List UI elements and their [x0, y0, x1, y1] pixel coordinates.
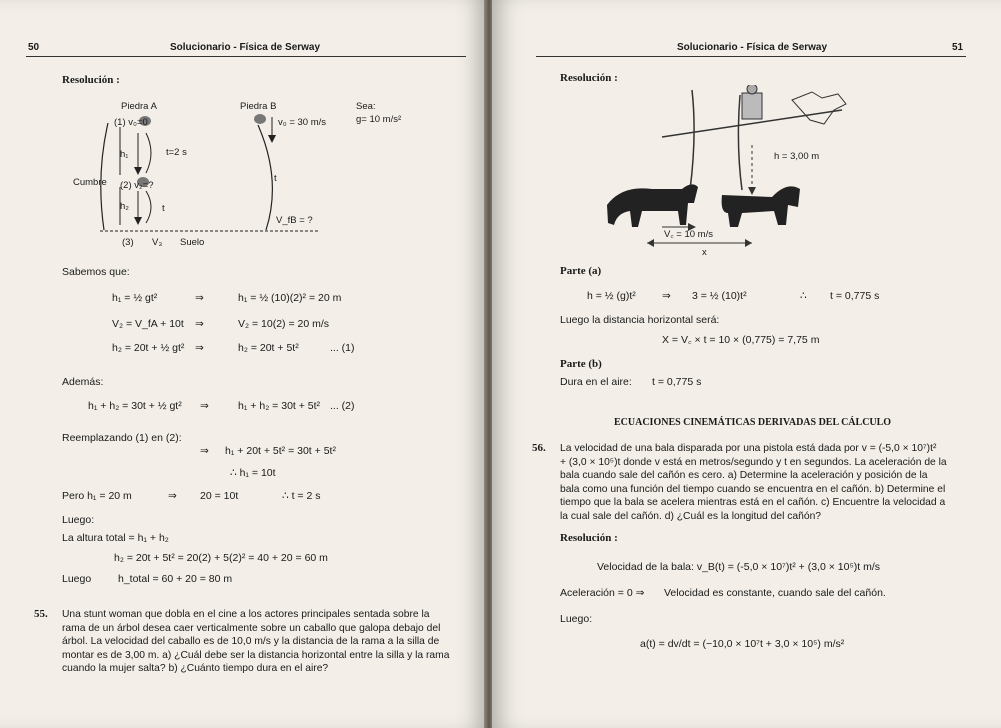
- problem-line: + (3,0 × 10⁵)t donde v está en metros/segundo y t en segundos. La aceleración de la: [560, 456, 947, 468]
- text-ademas: Además:: [62, 376, 104, 388]
- parte-a-heading: Parte (a): [560, 265, 602, 277]
- text-pero: Pero h₁ = 20 m: [62, 490, 132, 502]
- page-number: 50: [28, 42, 40, 53]
- problem-line: Una stunt woman que dobla en el cine a los actores principales sentada sobre la: [62, 609, 430, 620]
- horse-tree-figure: [602, 85, 902, 255]
- problem-56-text: [560, 442, 960, 524]
- label-t-right: t: [274, 173, 277, 184]
- problem-line: bala como una función del tiempo cuando se encuentra en el cañón. b) Determine el: [560, 483, 946, 495]
- label-height: h = 3,00 m: [774, 151, 820, 162]
- text-reemplazando: Reemplazando (1) en (2):: [62, 432, 182, 444]
- eq-v2-value: V₂ = 10(2) = 20 m/s: [238, 318, 330, 330]
- section-title: ECUACIONES CINEMÁTICAS DERIVADAS DEL CÁLCULO: [614, 417, 892, 428]
- dura-value: t = 0,775 s: [652, 376, 702, 388]
- problem-line: montar es de 3,00 m. a) ¿Cuál debe ser la distancia horizontal entre la silla y la rama: [62, 649, 450, 661]
- therefore: ∴: [800, 290, 807, 302]
- label-piedra-b: Piedra B: [240, 101, 277, 112]
- text-velocidad-constante: Velocidad es constante, cuando sale del cañón.: [664, 587, 886, 599]
- label-t: t: [162, 203, 165, 214]
- eq-velocidad: Velocidad de la bala: v_B(t) = (-5,0 × 10⁷)t² + (3,0 × 10⁵)t m/s: [597, 561, 881, 573]
- eq-h2-60m: h₂ = 20t + 5t² = 20(2) + 5(2)² = 40 + 20 = 60 m: [114, 552, 328, 564]
- label-cumbre: Cumbre: [73, 177, 107, 188]
- label-vfb: V_fB = ?: [276, 215, 313, 226]
- eq-h1-formula: h₁ = ½ gt²: [112, 292, 158, 304]
- eq-x-value: X = V꜀ × t = 10 × (0,775) = 7,75 m: [662, 334, 820, 346]
- header-rule: [536, 56, 966, 57]
- label-horse-speed: V꜀ = 10 m/s: [664, 229, 713, 240]
- problem-line: La velocidad de una bala disparada por una pistola está dada por v = (-5,0 × 10⁷)t²: [560, 443, 937, 454]
- label-x: x: [702, 247, 707, 258]
- text-distancia: Luego la distancia horizontal será:: [560, 314, 720, 326]
- problem-number-55: 55.: [34, 608, 48, 620]
- arrow: ⇒: [168, 490, 177, 502]
- arrow: ⇒: [662, 290, 671, 302]
- label-point3: (3): [122, 237, 134, 248]
- label-v0: (1) v₀=0: [114, 117, 148, 128]
- eq-h-formula: h = ½ (g)t²: [587, 290, 636, 302]
- right-page: [492, 0, 1001, 728]
- eq-h-total: h_total = 60 + 20 = 80 m: [118, 573, 233, 585]
- eq-sum-formula: h₁ + h₂ = 30t + ½ gt²: [88, 400, 182, 412]
- eq-sum-value: h₁ + h₂ = 30t + 5t²: [238, 400, 321, 412]
- arrow: ⇒: [200, 445, 209, 457]
- arrow: ⇒: [200, 400, 209, 412]
- text-luego: Luego:: [62, 514, 95, 526]
- text-sabemos: Sabemos que:: [62, 266, 130, 278]
- section-heading: Resolución :: [62, 74, 120, 86]
- eq-h-substituted: 3 = ½ (10)t²: [692, 290, 747, 302]
- label-h1: h₁: [120, 149, 129, 160]
- eq-ref-2: ... (2): [330, 400, 355, 412]
- label-h2: h₂: [120, 201, 129, 212]
- eq-t-2s: ∴ t = 2 s: [282, 490, 321, 502]
- section-heading: Resolución :: [560, 72, 618, 84]
- resolucion-heading: Resolución :: [560, 532, 618, 544]
- problem-line: árbol. La velocidad del caballo es de 10,0 m/s y la distancia de la rama a la silla de: [62, 636, 440, 648]
- text-luego-2: Luego: [62, 573, 92, 585]
- left-page: [0, 0, 486, 728]
- label-t2: t=2 s: [166, 147, 187, 158]
- eq-aceleracion: a(t) = dv/dt = (−10,0 × 10⁷t + 3,0 × 10⁵) m/s²: [640, 638, 845, 650]
- text-dura: Dura en el aire:: [560, 376, 632, 388]
- eq-t-value: t = 0,775 s: [830, 290, 880, 302]
- running-header: Solucionario - Física de Serway: [170, 42, 321, 53]
- text-aceleracion: Aceleración = 0 ⇒: [560, 587, 645, 599]
- eq-ref-1: ... (1): [330, 342, 355, 354]
- text-altura-total: La altura total = h₁ + h₂: [62, 532, 169, 544]
- arrow: ⇒: [195, 292, 204, 304]
- label-vb: v₀ = 30 m/s: [278, 117, 327, 128]
- parte-b-heading: Parte (b): [560, 358, 602, 370]
- header-rule: [26, 56, 466, 57]
- running-header: Solucionario - Física de Serway: [677, 42, 828, 53]
- page-number: 51: [952, 42, 964, 53]
- problem-line: tiempo que la bala se acelera mientras está en el cañón. c) Encuentre la velocidad a: [560, 497, 946, 509]
- label-v3: V₃: [152, 237, 163, 248]
- label-sea: Sea:: [356, 101, 376, 112]
- text-luego: Luego:: [560, 613, 593, 625]
- label-v2: (2) v₂=?: [120, 180, 154, 191]
- problem-55-text: [62, 608, 457, 676]
- problem-number-56: 56.: [532, 442, 546, 454]
- eq-substitution: h₁ + 20t + 5t² = 30t + 5t²: [225, 445, 336, 457]
- eq-h2-formula: h₂ = 20t + ½ gt²: [112, 342, 185, 354]
- arrow: ⇒: [195, 318, 204, 330]
- problem-line: bala cuando sale del cañón es cero. a) Determine la aceleración y posición de la: [560, 470, 928, 482]
- eq-20-10t: 20 = 10t: [200, 490, 239, 502]
- eq-h1-10t: ∴ h₁ = 10t: [230, 467, 276, 479]
- eq-v2-formula: V₂ = V_fA + 10t: [112, 318, 184, 330]
- problem-line: cuando la mujer salta? b) ¿Cuánto tiempo dura en el aire?: [62, 663, 329, 675]
- eq-h2-value: h₂ = 20t + 5t²: [238, 342, 299, 354]
- eq-h1-value: h₁ = ½ (10)(2)² = 20 m: [238, 292, 342, 304]
- problem-line: la cual sale del cañón. d) ¿Cuál es la longitud del cañón?: [560, 510, 822, 522]
- label-suelo: Suelo: [180, 237, 205, 248]
- problem-line: rama de un árbol desea caer verticalmente sobre un caballo que galopa debajo del: [62, 622, 441, 634]
- label-g: g= 10 m/s²: [356, 114, 402, 125]
- diagram-lines: [60, 95, 390, 255]
- label-piedra-a: Piedra A: [121, 101, 157, 112]
- arrow: ⇒: [195, 342, 204, 354]
